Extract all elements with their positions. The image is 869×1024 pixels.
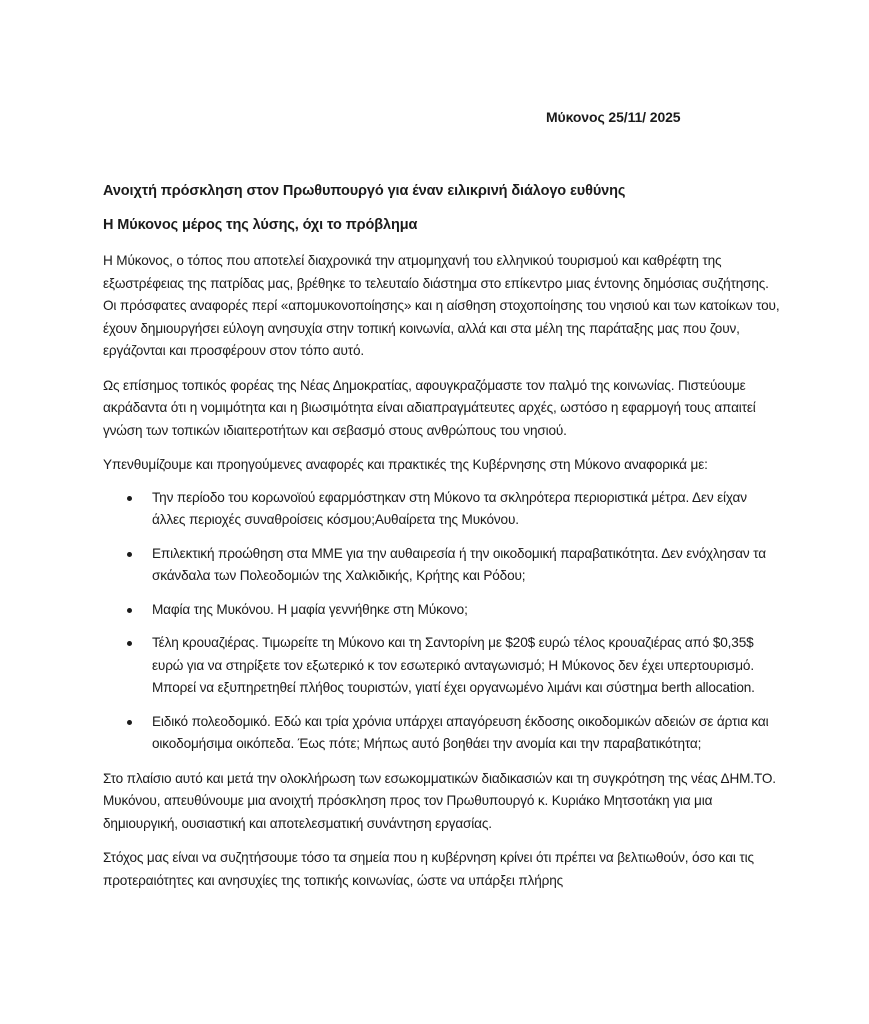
list-item — [103, 487, 783, 532]
list-item-text: Την περίοδο του κορωνοϊού εφαρμόστηκαν στη Μύκονο τα σκληρότερα περιοριστικά μέτρα. Δεν είχαν άλλες περιοχές συναθροίσεις κόσμου;Αυθαίρετα της Μυκόνου. — [152, 489, 747, 527]
paragraph-position: Ως επίσημος τοπικός φορέας της Νέας Δημοκρατίας, αφουγκραζόμαστε τον παλμό της κοινωνίας. Πιστεύουμε ακράδαντα ότι η νομιμότητα και η βιωσιμότητα είναι αδιαπραγμάτευτες αρχές, ωστόσο η εφαρμογή τους απαιτεί γνώση των τοπικών ιδιαιτεροτήτων και σεβασμό στους ανθρώπους του νησιού. — [103, 377, 756, 438]
list-item-text: Τέλη κρουαζιέρας. Τιμωρείτε τη Μύκονο και τη Σαντορίνη με $20$ ευρώ τέλος κρουαζιέρας από $0,35$ ευρώ για να στηρίξετε τον εξωτερικό κ τον εσωτερικό ανταγωνισμό; Η Μύκονος δεν έχει υπερτουρισμό. Μπορεί να εξυπηρετηθεί πλήθος τουριστών, γιατί έχει οργανωμένο λιμάνι και σύστημα berth allocation. — [152, 635, 755, 695]
letter-date: Μύκονος 25/11/ 2025 — [546, 109, 681, 125]
list-item-text: Μαφία της Μυκόνου. Η μαφία γεννήθηκε στη Μύκονο; — [152, 601, 468, 617]
letter-subtitle: Η Μύκονος μέρος της λύσης, όχι το πρόβλημα — [103, 217, 418, 233]
bullet-icon — [127, 641, 132, 646]
list-item — [103, 711, 783, 756]
paragraph-reminder: Υπενθυμίζουμε και προηγούμενες αναφορές και πρακτικές της Κυβέρνησης στη Μύκονο αναφορικά με: — [103, 457, 708, 472]
paragraph-goal: Στόχος μας είναι να συζητήσουμε τόσο τα σημεία που η κυβέρνηση κρίνει ότι πρέπει να βελτιωθούν, όσο και τις προτεραιότητες και ανησυχίες της τοπικής κοινωνίας, ώστε να υπάρξει πλήρης — [103, 850, 754, 888]
grievance-list — [103, 487, 783, 756]
bullet-icon — [127, 720, 132, 725]
list-item — [103, 632, 783, 700]
bullet-icon — [127, 608, 132, 613]
paragraph-intro: Η Μύκονος, ο τόπος που αποτελεί διαχρονικά την ατμομηχανή του ελληνικού τουρισμού και καθρέφτη της εξωστρέφειας της πατρίδας μας, βρέθηκε το τελευταίο διάστημα στο επίκεντρο μιας έντονης δημόσιας συζήτησης. Οι πρόσφατες αναφορές περί «απομυκονοποίησης» και η αίσθηση στοχοποίησης του νησιού και των κατοίκων του, έχουν δημιουργήσει εύλογη ανησυχία στην τοπική κοινωνία, αλλά και στα μέλη της παράταξης μας που ζουν, εργάζονται και προσφέρουν στον τόπο αυτό. — [103, 253, 780, 358]
list-item — [103, 543, 783, 588]
list-item-text: Επιλεκτική προώθηση στα ΜΜΕ για την αυθαιρεσία ή την οικοδομική παραβατικότητα. Δεν ενόχλησαν τα σκάνδαλα των Πολεοδομιών της Χαλκιδικής, Κρήτης και Ρόδου; — [152, 545, 766, 583]
list-item — [103, 599, 783, 622]
letter-title: Ανοιχτή πρόσκληση στον Πρωθυπουργό για έναν ειλικρινή διάλογο ευθύνης — [103, 183, 626, 199]
letter-body — [103, 180, 783, 892]
bullet-icon — [127, 552, 132, 557]
list-item-text: Ειδικό πολεοδομικό. Εδώ και τρία χρόνια υπάρχει απαγόρευση έκδοσης οικοδομικών αδειών σε άρτια και οικοδομήσιμα οικόπεδα. Έως πότε; Μήπως αυτό βοηθάει την ανομία και την παραβατικότητα; — [152, 713, 769, 751]
bullet-icon — [127, 496, 132, 501]
paragraph-invitation: Στο πλαίσιο αυτό και μετά την ολοκλήρωση των εσωκομματικών διαδικασιών και τη συγκρότηση της νέας ΔΗΜ.ΤΟ. Μυκόνου, απευθύνουμε μια ανοιχτή πρόσκληση προς τον Πρωθυπουργό κ. Κυριάκο Μητσοτάκη για μια δημιουργική, ουσιαστική και αποτελεσματική συνάντηση εργασίας. — [103, 770, 776, 831]
